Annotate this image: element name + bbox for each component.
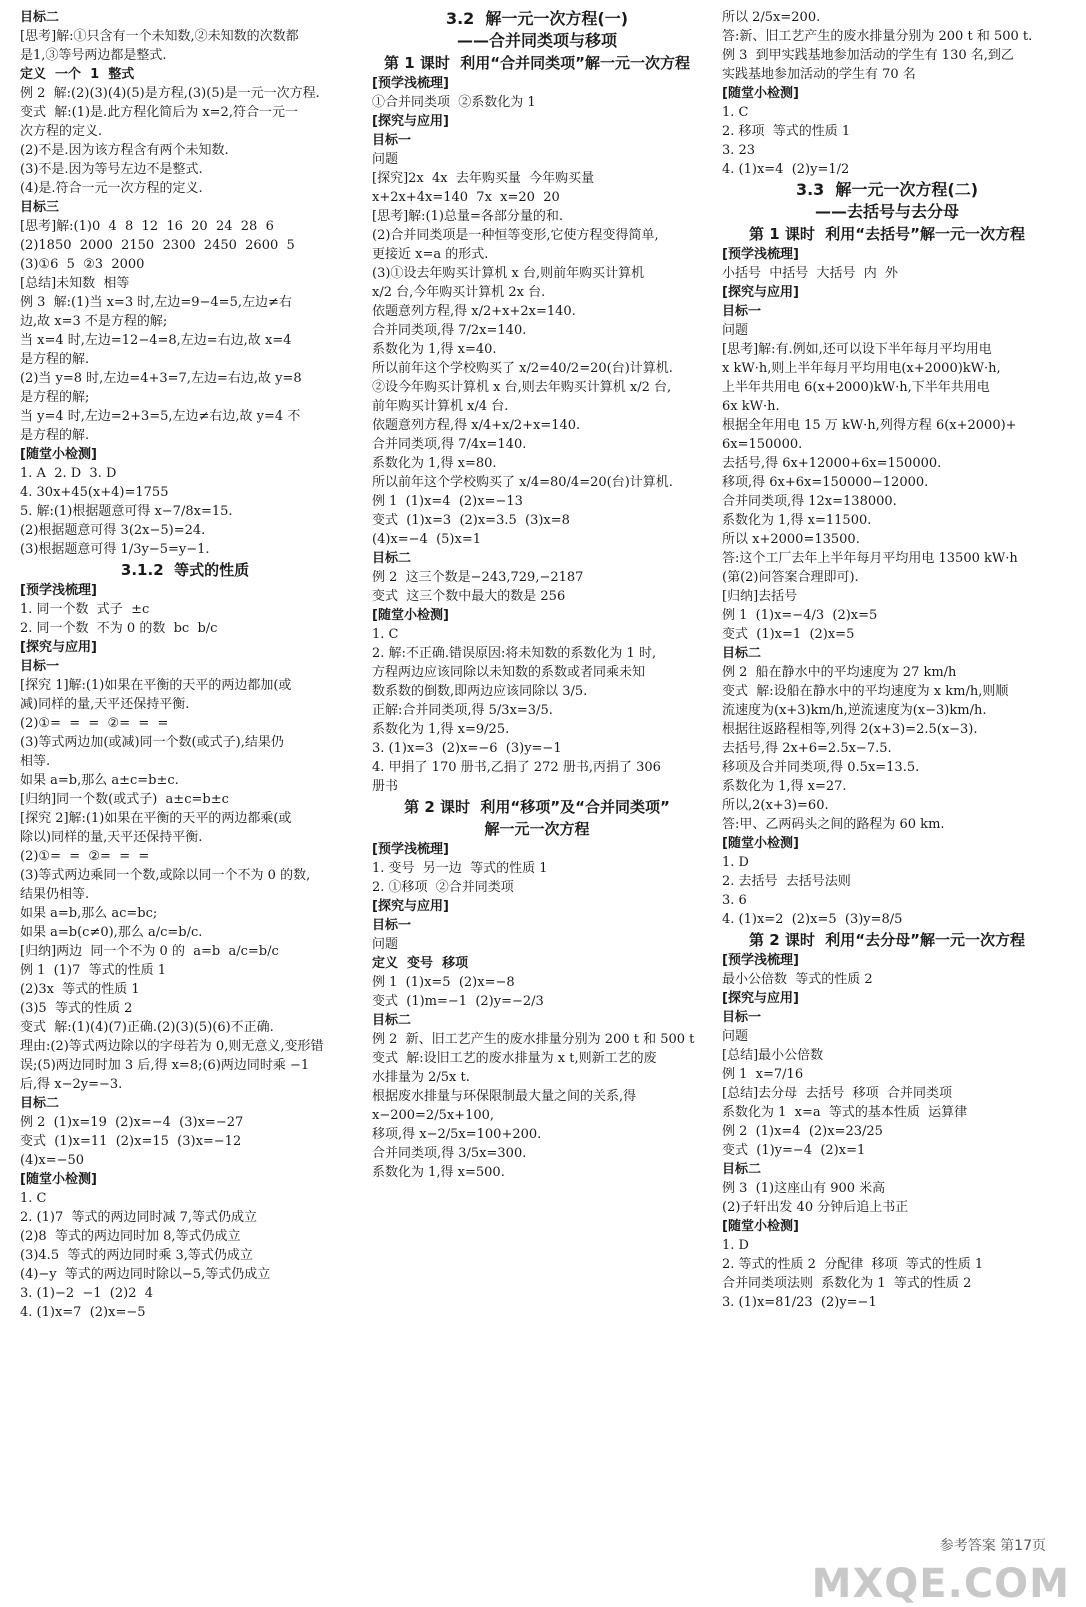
answer-line: 系数化为 1,得 x=40.	[372, 342, 497, 357]
section-heading: 解一元一次方程	[484, 820, 590, 838]
subheading: [探究与应用]	[20, 640, 97, 655]
answer-line: (2)8 等式的两边同时加 8,等式仍成立	[20, 1229, 241, 1244]
answer-line: 例 3 到甲实践基地参加活动的学生有 130 名,到乙	[722, 48, 1014, 63]
answer-line: 变式 (1)x=11 (2)x=15 (3)x=−12	[20, 1134, 242, 1149]
answer-line: 例 1 (1)x=4 (2)x=−13	[372, 494, 523, 509]
subheading: 定义 一个 1 整式	[20, 67, 135, 82]
answer-line: (2)子轩出发 40 分钟后追上书正	[722, 1200, 909, 1215]
subheading: [预学浅梳理]	[372, 76, 449, 91]
answer-line: 2. 同一个数 不为 0 的数 bc b/c	[20, 621, 218, 636]
answer-line: 如果 a=b(c≠0),那么 a/c=b/c.	[20, 925, 203, 940]
subheading: 目标一	[722, 1010, 762, 1025]
answer-line: (2)合并同类项是一种恒等变形,它使方程变得简单,	[372, 228, 659, 243]
subheading: 目标二	[20, 1096, 60, 1111]
answer-line: 结果仍相等.	[20, 887, 90, 902]
answer-line: 3. (1)−2 −1 (2)2 4	[20, 1286, 154, 1301]
answer-line: (2)根据题意可得 3(2x−5)=24.	[20, 523, 206, 538]
answer-line: 系数化为 1,得 x=11500.	[722, 513, 872, 528]
answer-line: 所以前年这个学校购买了 x/2=40/2=20(台)计算机.	[372, 361, 673, 376]
subheading: 目标二	[722, 646, 762, 661]
answer-line: [探究 2]解:(1)如果在平衡的天平的两边都乘(或	[20, 811, 292, 826]
answer-line: 册书	[372, 779, 399, 794]
answer-line: 根据废水排量与环保限制最大量之间的关系,得	[372, 1089, 637, 1104]
answer-line: [思考]解:(1)0 4 8 12 16 20 24 28 6	[20, 219, 274, 234]
answer-line: (2)当 y=8 时,左边=4+3=7,左边=右边,故 y=8	[20, 371, 302, 386]
answer-line: 变式 解:设旧工艺的废水排量为 x t,则新工艺的废	[372, 1051, 657, 1066]
subheading: 目标二	[372, 551, 412, 566]
answer-line: 最小公倍数 等式的性质 2	[722, 972, 873, 987]
answer-line: 系数化为 1 x=a 等式的基本性质 运算律	[722, 1105, 968, 1120]
column-left	[20, 8, 350, 1322]
answer-line: [归纳]两边 同一个不为 0 的 a=b a/c=b/c	[20, 944, 279, 959]
answer-line: 2. 等式的性质 2 分配律 移项 等式的性质 1	[722, 1257, 984, 1272]
answer-line: (3)根据题意可得 1/3y−5=y−1.	[20, 542, 210, 557]
subheading: 目标一	[722, 304, 762, 319]
answer-line: 数系数的倒数,即两边应该同除以 3/5.	[372, 684, 588, 699]
answer-line: 例 1 (1)7 等式的性质 1	[20, 963, 167, 978]
subheading: [随堂小检测]	[20, 447, 97, 462]
answer-line: 变式 (1)m=−1 (2)y=−2/3	[372, 994, 544, 1009]
answer-line: x/2 台,今年购买计算机 2x 台.	[372, 285, 546, 300]
page-footer: 参考答案 第17页	[939, 1538, 1046, 1554]
answer-line: 依题意列方程,得 x/4+x/2+x=140.	[372, 418, 581, 433]
answer-line: [探究 1]解:(1)如果在平衡的天平的两边都加(或	[20, 678, 292, 693]
answer-line: (3)等式两边加(或减)同一个数(或式子),结果仍	[20, 735, 284, 750]
answer-line: 答:新、旧工艺产生的废水排量分别为 200 t 和 500 t.	[722, 29, 1033, 44]
answer-line: 变式 (1)y=−4 (2)x=1	[722, 1143, 866, 1158]
answer-line: 正解:合并同类项,得 5/3x=3/5.	[372, 703, 553, 718]
answer-line: 问题	[722, 323, 749, 338]
answer-line: 1. C	[372, 627, 399, 642]
section-heading: 3.3 解一元一次方程(二)	[795, 180, 979, 199]
answer-line: 系数化为 1,得 x=80.	[372, 456, 497, 471]
answer-line: 4. 30x+45(x+4)=1755	[20, 485, 169, 500]
answer-line: [总结]最小公倍数	[722, 1048, 824, 1063]
answer-line: 所以前年这个学校购买了 x/4=80/4=20(台)计算机.	[372, 475, 673, 490]
answer-line: 后,得 x−2y=−3.	[20, 1077, 123, 1092]
answer-line: 理由:(2)等式两边除以的字母若为 0,则无意义,变形错	[20, 1039, 324, 1054]
answer-line: (3)①6 5 ②3 2000	[20, 257, 145, 272]
section-heading: 第 2 课时 利用“移项”及“合并同类项”	[404, 798, 670, 816]
subheading: [探究与应用]	[722, 991, 799, 1006]
column-right	[722, 8, 1052, 1312]
answer-line: 例 1 (1)x=5 (2)x=−8	[372, 975, 515, 990]
answer-line: 问题	[722, 1029, 749, 1044]
answer-line: 问题	[372, 937, 399, 952]
answer-line: (3)等式两边乘同一个数,或除以同一个不为 0 的数,	[20, 868, 311, 883]
answer-line: (4)−y 等式的两边同时除以−5,等式仍成立	[20, 1267, 271, 1282]
answer-line: 1. 同一个数 式子 ±c	[20, 602, 150, 617]
answer-line: 2. 解:不正确.错误原因:将未知数的系数化为 1 时,	[372, 646, 657, 661]
answer-line: x kW·h,则上半年每月平均用电(x+2000)kW·h,	[722, 361, 1001, 376]
section-heading: 第 1 课时 利用“去括号”解一元一次方程	[748, 225, 1026, 243]
column-middle	[372, 8, 702, 1182]
answer-line: 所以 x+2000=13500.	[722, 532, 860, 547]
answer-line: 实践基地参加活动的学生有 70 名	[722, 67, 916, 82]
answer-line: (2)不是.因为该方程含有两个未知数.	[20, 143, 229, 158]
answer-line: (4)是.符合一元一次方程的定义.	[20, 181, 203, 196]
subheading: [预学浅梳理]	[722, 247, 799, 262]
answer-line: 1. A 2. D 3. D	[20, 466, 117, 481]
answer-line: 变式 解:设船在静水中的平均速度为 x km/h,则顺	[722, 684, 1009, 699]
answer-line: (3)5 等式的性质 2	[20, 1001, 133, 1016]
subheading: 定义 变号 移项	[372, 956, 469, 971]
section-heading: 第 1 课时 利用“合并同类项”解一元一次方程	[383, 54, 691, 72]
answer-line: 更接近 x=a 的形式.	[372, 247, 489, 262]
subheading: 目标一	[372, 918, 412, 933]
section-heading: ——合并同类项与移项	[456, 31, 617, 50]
answer-line: 是方程的解.	[20, 352, 90, 367]
answer-line: 变式 解:(1)(4)(7)正确.(2)(3)(5)(6)不正确.	[20, 1020, 274, 1035]
answer-line: (2)①= = ②= = =	[20, 849, 150, 864]
answer-line: 所以,2(x+3)=60.	[722, 798, 829, 813]
answer-line: 变式 解:(1)是.此方程化简后为 x=2,符合一元一	[20, 105, 298, 120]
answer-line: 合并同类项,得 7/2x=140.	[372, 323, 527, 338]
answer-line: 系数化为 1,得 x=500.	[372, 1165, 505, 1180]
answer-line: 例 2 (1)x=19 (2)x=−4 (3)x=−27	[20, 1115, 244, 1130]
answer-line: (2)1850 2000 2150 2300 2450 2600 5	[20, 238, 295, 253]
answer-line: 移项,得 x−2/5x=100+200.	[372, 1127, 542, 1142]
answer-line: (2)①= = = ②= = =	[20, 716, 169, 731]
subheading: [探究与应用]	[722, 285, 799, 300]
answer-line: 4. (1)x=7 (2)x=−5	[20, 1305, 146, 1320]
answer-line: 所以 2/5x=200.	[722, 10, 821, 25]
answer-line: x+2x+4x=140 7x x=20 20	[372, 190, 560, 205]
subheading: 目标二	[20, 10, 60, 25]
answer-line: (第(2)问答案合理即可).	[722, 570, 859, 585]
answer-line: 当 x=4 时,左边=12−4=8,左边=右边,故 x=4	[20, 333, 292, 348]
answer-line: 是方程的解;	[20, 390, 90, 405]
answer-line: 1. C	[722, 105, 749, 120]
answer-line: 合并同类项法则 系数化为 1 等式的性质 2	[722, 1276, 972, 1291]
answer-line: 系数化为 1,得 x=27.	[722, 779, 847, 794]
answer-line: [归纳]去括号	[722, 589, 798, 604]
answer-line: 2. 移项 等式的性质 1	[722, 124, 851, 139]
answer-line: 答:甲、乙两码头之间的路程为 60 km.	[722, 817, 945, 832]
answer-line: 移项及合并同类项,得 0.5x=13.5.	[722, 760, 920, 775]
answer-line: 5. 解:(1)根据题意可得 x−7/8x=15.	[20, 504, 233, 519]
answer-line: 是1,③等号两边都是整式.	[20, 48, 167, 63]
subheading: 目标二	[722, 1162, 762, 1177]
answer-line: 变式 这三个数中最大的数是 256	[372, 589, 566, 604]
answer-line: (4)x=−50	[20, 1153, 85, 1168]
answer-line: 3. (1)x=3 (2)x=−6 (3)y=−1	[372, 741, 562, 756]
answer-line: 上半年共用电 6(x+2000)kW·h,下半年共用电	[722, 380, 990, 395]
answer-line: 例 2 新、旧工艺产生的废水排量分别为 200 t 和 500 t	[372, 1032, 695, 1047]
answer-line: 除以)同样的量,天平还保持平衡.	[20, 830, 203, 845]
answer-line: 流速度为(x+3)km/h,逆流速度为(x−3)km/h.	[722, 703, 987, 718]
answer-line: 答:这个工厂去年上半年每月平均用电 13500 kW·h	[722, 551, 1018, 566]
subheading: [探究与应用]	[372, 114, 449, 129]
answer-line: 小括号 中括号 大括号 内 外	[722, 266, 899, 281]
answer-line: 例 2 船在静水中的平均速度为 27 km/h	[722, 665, 957, 680]
answer-line: 移项,得 6x+6x=150000−12000.	[722, 475, 929, 490]
answer-line: 根据往返路程相等,列得 2(x+3)=2.5(x−3).	[722, 722, 978, 737]
answer-line: (3)不是.因为等号左边不是整式.	[20, 162, 203, 177]
answer-line: 例 2 这三个数是−243,729,−2187	[372, 570, 584, 585]
subheading: [探究与应用]	[372, 899, 449, 914]
subheading: 目标一	[20, 659, 60, 674]
section-heading: ——去括号与去分母	[814, 202, 959, 221]
answer-line: 3. (1)x=81/23 (2)y=−1	[722, 1295, 877, 1310]
answer-line: 变式 (1)x=3 (2)x=3.5 (3)x=8	[372, 513, 570, 528]
answer-line: [归纳]同一个数(或式子) a±c=b±c	[20, 792, 229, 807]
subheading: [预学浅梳理]	[722, 953, 799, 968]
answer-line: 变式 (1)x=1 (2)x=5	[722, 627, 855, 642]
answer-line: [探究]2x 4x 去年购买量 今年购买量	[372, 171, 595, 186]
answer-line: 去括号,得 6x+12000+6x=150000.	[722, 456, 942, 471]
answer-line: 1. 变号 另一边 等式的性质 1	[372, 861, 548, 876]
answer-line: 是方程的解.	[20, 428, 90, 443]
answer-line: (3)①设去年购买计算机 x 台,则前年购买计算机	[372, 266, 645, 281]
answer-line: 1. C	[20, 1191, 47, 1206]
answer-line: 合并同类项,得 7/4x=140.	[372, 437, 527, 452]
section-heading: 3.2 解一元一次方程(一)	[445, 9, 629, 28]
answer-line: 6x=150000.	[722, 437, 803, 452]
answer-line: 例 3 (1)这座山有 900 米高	[722, 1181, 886, 1196]
answer-line: 例 1 x=7/16	[722, 1067, 804, 1082]
answer-line: [总结]去分母 去括号 移项 合并同类项	[722, 1086, 952, 1101]
answer-line: 例 1 (1)x=−4/3 (2)x=5	[722, 608, 878, 623]
answer-line: 边,故 x=3 不是方程的解;	[20, 314, 168, 329]
answer-line: 问题	[372, 152, 399, 167]
answer-line: [思考]解:有.例如,还可以设下半年每月平均用电	[722, 342, 992, 357]
answer-line: [思考]解:(1)总量=各部分量的和.	[372, 209, 563, 224]
answer-line: 6x kW·h.	[722, 399, 780, 414]
answer-line: 依题意列方程,得 x/2+x+2x=140.	[372, 304, 576, 319]
answer-line: 合并同类项,得 12x=138000.	[722, 494, 897, 509]
answer-line: 水排量为 2/5x t.	[372, 1070, 470, 1085]
section-heading: 第 2 课时 利用“去分母”解一元一次方程	[748, 931, 1026, 949]
answer-line: (2)3x 等式的性质 1	[20, 982, 140, 997]
answer-line: 1. D	[722, 855, 749, 870]
answer-line: 2. (1)7 等式的两边同时减 7,等式仍成立	[20, 1210, 258, 1225]
subheading: 目标三	[20, 200, 60, 215]
answer-line: (3)4.5 等式的两边同时乘 3,等式仍成立	[20, 1248, 253, 1263]
answer-line: 前年购买计算机 x/4 台.	[372, 399, 509, 414]
answer-line: 相等.	[20, 754, 51, 769]
answer-line: 4. (1)x=2 (2)x=5 (3)y=8/5	[722, 912, 903, 927]
answer-line: 如果 a=b,那么 ac=bc;	[20, 906, 158, 921]
answer-line: 例 2 (1)x=4 (2)x=23/25	[722, 1124, 883, 1139]
answer-line: 次方程的定义.	[20, 124, 103, 139]
answer-line: 2. ①移项 ②合并同类项	[372, 880, 514, 895]
answer-line: 例 2 解:(2)(3)(4)(5)是方程,(3)(5)是一元一次方程.	[20, 86, 320, 101]
answer-line: 系数化为 1,得 x=9/25.	[372, 722, 510, 737]
answer-line: x−200=2/5x+100,	[372, 1108, 495, 1123]
answer-line: [思考]解:①只含有一个未知数,②未知数的次数都	[20, 29, 299, 44]
subheading: 目标一	[372, 133, 412, 148]
subheading: [随堂小检测]	[722, 86, 799, 101]
subheading: [随堂小检测]	[20, 1172, 97, 1187]
subheading: [预学浅梳理]	[372, 842, 449, 857]
answer-line: 减)同样的量,天平还保持平衡.	[20, 697, 190, 712]
subheading: [随堂小检测]	[722, 836, 799, 851]
watermark-logo: MXQE.COM	[811, 1561, 1070, 1607]
subheading: [预学浅梳理]	[20, 583, 97, 598]
answer-line: 例 3 解:(1)当 x=3 时,左边=9−4=5,左边≠右	[20, 295, 292, 310]
subheading: [随堂小检测]	[722, 1219, 799, 1234]
subheading: [随堂小检测]	[372, 608, 449, 623]
answer-line: (4)x=−4 (5)x=1	[372, 532, 481, 547]
answer-line: 3. 6	[722, 893, 747, 908]
answer-line: 误;(5)两边同时加 3 后,得 x=8;(6)两边同时乘 −1	[20, 1058, 310, 1073]
answer-line: 3. 23	[722, 143, 756, 158]
subheading: 目标二	[372, 1013, 412, 1028]
answer-line: [总结]未知数 相等	[20, 276, 130, 291]
answer-line: 4. 甲捐了 170 册书,乙捐了 272 册书,丙捐了 306	[372, 760, 661, 775]
answer-line: 合并同类项,得 3/5x=300.	[372, 1146, 527, 1161]
answer-line: ①合并同类项 ②系数化为 1	[372, 95, 536, 110]
answer-line: 2. 去括号 去括号法则	[722, 874, 851, 889]
answer-line: 4. (1)x=4 (2)y=1/2	[722, 162, 850, 177]
section-heading: 3.1.2 等式的性质	[120, 561, 250, 579]
answer-line: 根据全年用电 15 万 kW·h,列得方程 6(x+2000)+	[722, 418, 1017, 433]
answer-line: ②设今年购买计算机 x 台,则去年购买计算机 x/2 台,	[372, 380, 672, 395]
answer-line: 方程两边应该同除以未知数的系数或者同乘未知	[372, 665, 646, 680]
answer-line: 如果 a=b,那么 a±c=b±c.	[20, 773, 179, 788]
answer-line: 1. D	[722, 1238, 749, 1253]
answer-line: 当 y=4 时,左边=2+3=5,左边≠右边,故 y=4 不	[20, 409, 301, 424]
answer-line: 去括号,得 2x+6=2.5x−7.5.	[722, 741, 892, 756]
